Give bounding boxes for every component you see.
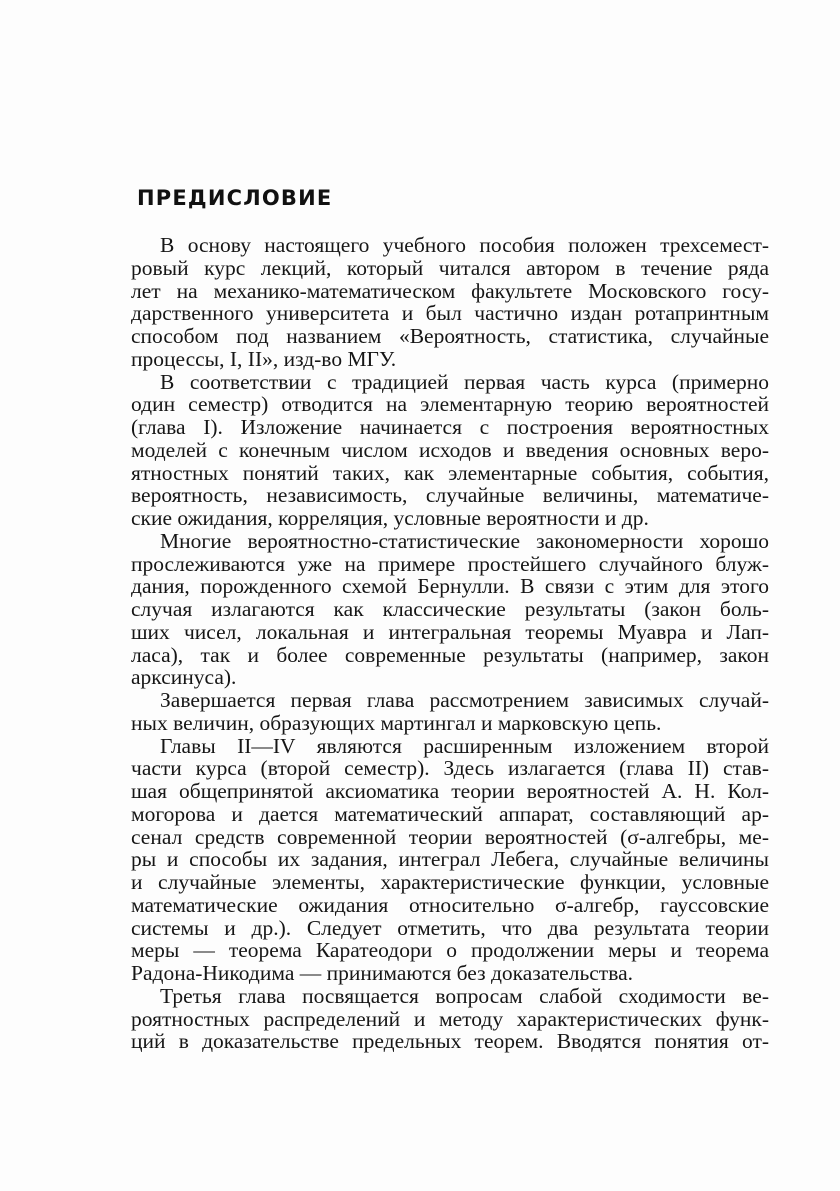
text-line: (глава I). Изложение начинается с построения вероятностных [131,415,769,439]
text-line: дарственного университета и был частично издан ротапринтным [131,301,769,326]
text-line: моделей с конечным числом исходов и введения основных веро- [131,437,769,462]
text-line: роятностных распределений и методу характеристических функ- [131,1006,769,1031]
text-line: ятностных понятий таких, как элементарные события, события, [131,460,769,485]
text-line: меры — теорема Каратеодори о продолжении меры и теорема [131,938,769,963]
text-line: дания, порожденного схемой Бернулли. В связи с этим для этого [131,574,769,599]
text-line: сенал средств современной теории вероятностей (σ-алгебры, ме- [131,824,769,849]
text-line: системы и др.). Следует отметить, что два результата теории [131,915,769,940]
text-line: Многие вероятностно-статистические закономерности хорошо [160,528,769,553]
text-line: Главы II—IV являются расширенным изложением второй [160,733,769,758]
text-line: один семестр) отводится на элементарную теорию вероятностей [131,392,769,417]
text-line: прослеживаются уже на примере простейшего случайного блуж- [131,551,769,576]
text-line: Завершается первая глава рассмотрением зависимых случай- [160,688,769,712]
text-line: Третья глава посвящается вопросам слабой сходимости ве- [160,983,769,1008]
text-line: способом под названием «Вероятность, статистика, случайные [131,324,769,348]
text-line: арксинуса). [131,665,237,690]
text-line: Радона-Никодима — принимаются без доказательства. [131,961,633,985]
text-line: ций в доказательстве предельных теорем. Вводятся понятия от- [131,1029,769,1054]
text-line: В соответствии с традицией первая часть курса (примерно [160,369,769,394]
text-line: ших чисел, локальная и интегральная теоремы Муавра и Лап- [131,619,769,644]
text-line: части курса (второй семестр). Здесь излагается (глава II) став- [131,756,769,781]
text-line: случая излагаются как классические результаты (закон боль- [131,597,769,621]
text-line: В основу настоящего учебного пособия положен трехсемест- [160,233,769,257]
text-line: и случайные элементы, характеристические функции, условные [131,870,769,894]
text-line: шая общепринятой аксиоматика теории вероятностей А. Н. Кол- [131,779,769,803]
text-line: ские ожидания, корреляция, условные вероятности и др. [131,506,649,530]
text-line: ры и способы их задания, интеграл Лебега, случайные величины [131,847,769,872]
text-line: могорова и дается математический аппарат, составляющий ар- [131,801,769,826]
text-line: математические ожидания относительно σ-алгебр, гауссовские [131,892,769,917]
text-line: лет на механико-математическом факультете Московского госу- [131,278,769,303]
text-line: ных величин, образующих мартингал и марковскую цепь. [131,710,662,735]
body-text [131,234,769,1053]
text-line: процессы, I, II», изд-во МГУ. [131,346,397,371]
page-title: ПРЕДИСЛОВИЕ [137,186,333,210]
text-line: ровый курс лекций, который читался автором в течение ряда [131,255,769,280]
text-line: вероятность, независимость, случайные величины, математиче- [131,483,769,508]
text-line: ласа), так и более современные результаты (например, закон [131,642,769,667]
